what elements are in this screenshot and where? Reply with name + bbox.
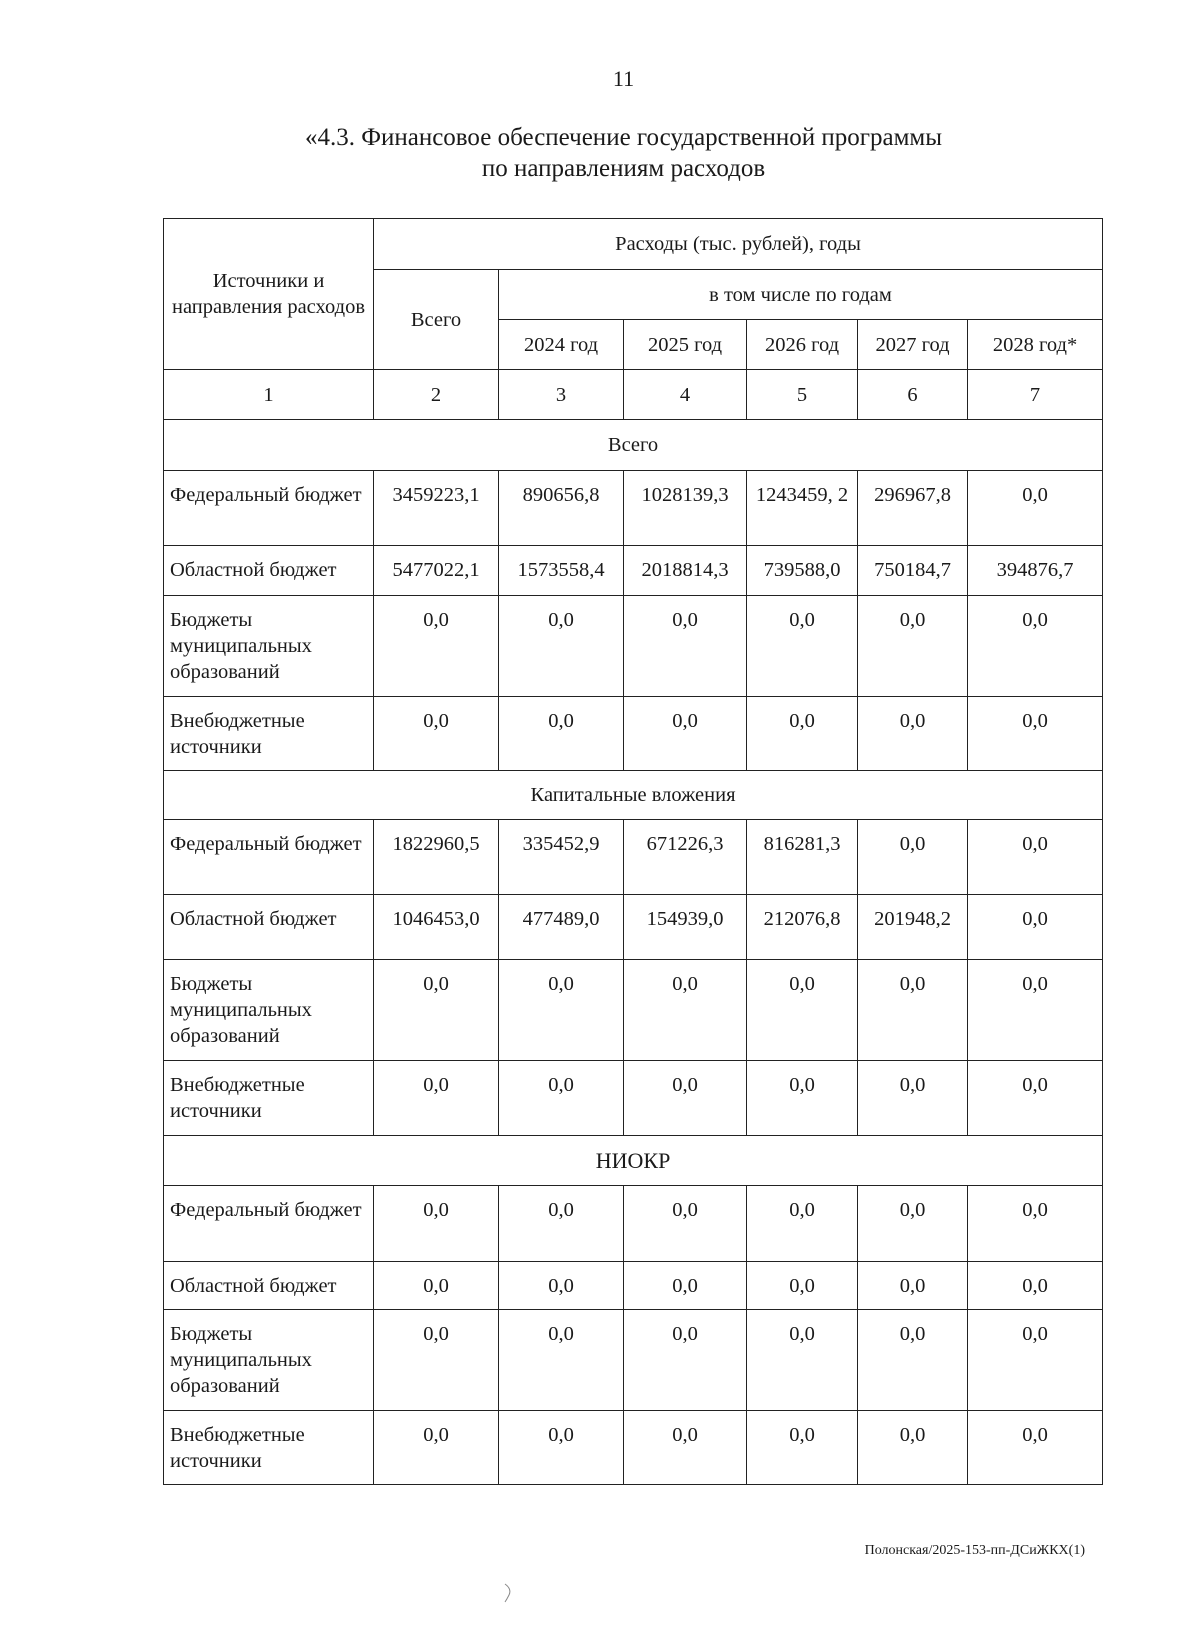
- value-cell: 0,0: [374, 696, 499, 770]
- value-cell: 0,0: [624, 1410, 747, 1484]
- value-cell: 0,0: [624, 959, 747, 1060]
- financing-table: [163, 218, 1103, 1485]
- value-cell: 671226,3: [624, 820, 747, 895]
- value-cell: 0,0: [747, 595, 858, 696]
- value-cell: 890656,8: [499, 470, 624, 545]
- section-title: Капитальные вложения: [164, 771, 1103, 820]
- value-cell: 0,0: [374, 959, 499, 1060]
- table-row: [164, 1186, 1103, 1261]
- value-cell: 0,0: [968, 1186, 1103, 1261]
- value-cell: 0,0: [858, 1061, 968, 1136]
- row-label: Федеральный бюджет: [164, 470, 374, 545]
- value-cell: 154939,0: [624, 895, 747, 960]
- row-label: Внебюджетные источники: [164, 1061, 374, 1136]
- value-cell: 1243459, 2: [747, 470, 858, 545]
- value-cell: 1028139,3: [624, 470, 747, 545]
- value-cell: 0,0: [968, 1061, 1103, 1136]
- value-cell: 0,0: [858, 696, 968, 770]
- value-cell: 1822960,5: [374, 820, 499, 895]
- value-cell: 0,0: [499, 1186, 624, 1261]
- value-cell: 296967,8: [858, 470, 968, 545]
- table-row: [164, 470, 1103, 545]
- table-row: [164, 595, 1103, 696]
- value-cell: 0,0: [858, 1309, 968, 1410]
- value-cell: 0,0: [624, 1309, 747, 1410]
- value-cell: 0,0: [499, 595, 624, 696]
- scan-mark: [503, 1583, 513, 1603]
- table-row: [164, 959, 1103, 1060]
- value-cell: 0,0: [499, 696, 624, 770]
- row-label: Областной бюджет: [164, 895, 374, 960]
- value-cell: 0,0: [747, 1410, 858, 1484]
- header-row-1: [164, 219, 1103, 270]
- value-cell: 0,0: [624, 595, 747, 696]
- value-cell: 1573558,4: [499, 545, 624, 595]
- table-body: [164, 219, 1103, 1485]
- column-number: 2: [374, 370, 499, 420]
- value-cell: 0,0: [499, 1410, 624, 1484]
- value-cell: 0,0: [374, 595, 499, 696]
- row-label: Внебюджетные источники: [164, 696, 374, 770]
- table-row: [164, 1410, 1103, 1484]
- value-cell: 0,0: [858, 959, 968, 1060]
- value-cell: 394876,7: [968, 545, 1103, 595]
- value-cell: 0,0: [858, 1186, 968, 1261]
- row-label: Бюджеты муниципальных образований: [164, 1309, 374, 1410]
- value-cell: 477489,0: [499, 895, 624, 960]
- column-numbers-row: [164, 370, 1103, 420]
- year-header: 2027 год: [858, 320, 968, 370]
- value-cell: 0,0: [858, 1261, 968, 1309]
- column-number: 6: [858, 370, 968, 420]
- value-cell: 201948,2: [858, 895, 968, 960]
- row-label: Бюджеты муниципальных образований: [164, 595, 374, 696]
- value-cell: 0,0: [968, 1309, 1103, 1410]
- column-number: 3: [499, 370, 624, 420]
- table-row: [164, 1309, 1103, 1410]
- year-header: 2026 год: [747, 320, 858, 370]
- footer-code: Полонская/2025-153-пп-ДСиЖКХ(1): [864, 1543, 1085, 1558]
- value-cell: 335452,9: [499, 820, 624, 895]
- year-header: 2025 год: [624, 320, 747, 370]
- table-row: [164, 1261, 1103, 1309]
- row-label: Бюджеты муниципальных образований: [164, 959, 374, 1060]
- table-row: [164, 820, 1103, 895]
- value-cell: 0,0: [968, 470, 1103, 545]
- row-label: Внебюджетные источники: [164, 1410, 374, 1484]
- value-cell: 3459223,1: [374, 470, 499, 545]
- value-cell: 0,0: [374, 1261, 499, 1309]
- value-cell: 0,0: [968, 895, 1103, 960]
- value-cell: 0,0: [374, 1309, 499, 1410]
- value-cell: 0,0: [968, 1261, 1103, 1309]
- value-cell: 2018814,3: [624, 545, 747, 595]
- value-cell: 0,0: [968, 1410, 1103, 1484]
- table-row: [164, 1061, 1103, 1136]
- value-cell: 0,0: [747, 959, 858, 1060]
- row-label: Областной бюджет: [164, 545, 374, 595]
- year-header: 2024 год: [499, 320, 624, 370]
- total-header: Всего: [374, 270, 499, 370]
- value-cell: 0,0: [747, 1309, 858, 1410]
- value-cell: 816281,3: [747, 820, 858, 895]
- value-cell: 0,0: [858, 820, 968, 895]
- section-header-row: [164, 1136, 1103, 1186]
- row-label: Федеральный бюджет: [164, 820, 374, 895]
- value-cell: 0,0: [968, 959, 1103, 1060]
- value-cell: 0,0: [624, 696, 747, 770]
- value-cell: 0,0: [624, 1186, 747, 1261]
- table-row: [164, 895, 1103, 960]
- section-title: Всего: [164, 420, 1103, 470]
- expenses-header: Расходы (тыс. рублей), годы: [374, 219, 1103, 270]
- value-cell: 0,0: [968, 820, 1103, 895]
- year-header: 2028 год*: [968, 320, 1103, 370]
- value-cell: 750184,7: [858, 545, 968, 595]
- value-cell: 5477022,1: [374, 545, 499, 595]
- value-cell: 0,0: [499, 1261, 624, 1309]
- section-title: НИОКР: [164, 1136, 1103, 1186]
- column-number: 4: [624, 370, 747, 420]
- value-cell: 0,0: [968, 696, 1103, 770]
- column-number: 5: [747, 370, 858, 420]
- document-title: [0, 122, 1200, 184]
- value-cell: 0,0: [858, 1410, 968, 1484]
- by-years-header: в том числе по годам: [499, 270, 1103, 320]
- table-row: [164, 696, 1103, 770]
- value-cell: 0,0: [499, 1061, 624, 1136]
- value-cell: 212076,8: [747, 895, 858, 960]
- value-cell: 0,0: [747, 696, 858, 770]
- sources-header: Источники и направления расходов: [164, 219, 374, 370]
- value-cell: 0,0: [374, 1061, 499, 1136]
- value-cell: 0,0: [374, 1186, 499, 1261]
- value-cell: 0,0: [624, 1261, 747, 1309]
- value-cell: 0,0: [968, 595, 1103, 696]
- section-header-row: [164, 771, 1103, 820]
- page-number: 11: [612, 66, 635, 91]
- value-cell: 0,0: [747, 1261, 858, 1309]
- column-number: 7: [968, 370, 1103, 420]
- value-cell: 739588,0: [747, 545, 858, 595]
- value-cell: 1046453,0: [374, 895, 499, 960]
- value-cell: 0,0: [374, 1410, 499, 1484]
- value-cell: 0,0: [747, 1061, 858, 1136]
- value-cell: 0,0: [499, 959, 624, 1060]
- section-header-row: [164, 420, 1103, 470]
- table-row: [164, 545, 1103, 595]
- value-cell: 0,0: [624, 1061, 747, 1136]
- value-cell: 0,0: [747, 1186, 858, 1261]
- title-line-2: по направлениям расходов: [481, 155, 766, 182]
- row-label: Федеральный бюджет: [164, 1186, 374, 1261]
- title-line-1: «4.3. Финансовое обеспечение государственной программы: [304, 124, 943, 151]
- column-number: 1: [164, 370, 374, 420]
- value-cell: 0,0: [858, 595, 968, 696]
- value-cell: 0,0: [499, 1309, 624, 1410]
- row-label: Областной бюджет: [164, 1261, 374, 1309]
